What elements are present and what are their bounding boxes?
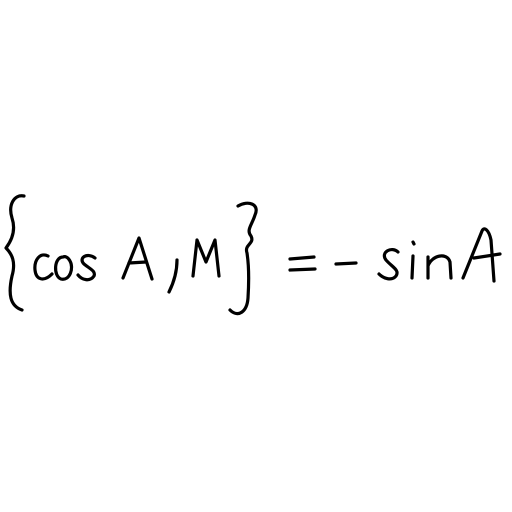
i-stroke <box>412 256 413 278</box>
a-crossbar-2 <box>474 254 500 258</box>
a-stroke-1 <box>123 238 152 279</box>
m-stroke <box>193 240 219 276</box>
n-stroke <box>428 256 451 278</box>
minus-stroke <box>336 263 356 264</box>
equals-top-stroke <box>290 257 314 259</box>
s-stroke-cos <box>78 256 95 280</box>
right-brace-stroke <box>230 203 256 313</box>
s-stroke-sin <box>379 250 398 279</box>
a-crossbar-1 <box>129 262 146 263</box>
i-dot <box>413 242 414 244</box>
left-brace-stroke <box>6 196 24 310</box>
o-stroke <box>56 257 72 280</box>
comma-stroke <box>169 260 177 292</box>
c-stroke <box>35 255 52 279</box>
equals-bottom-stroke <box>290 269 315 270</box>
